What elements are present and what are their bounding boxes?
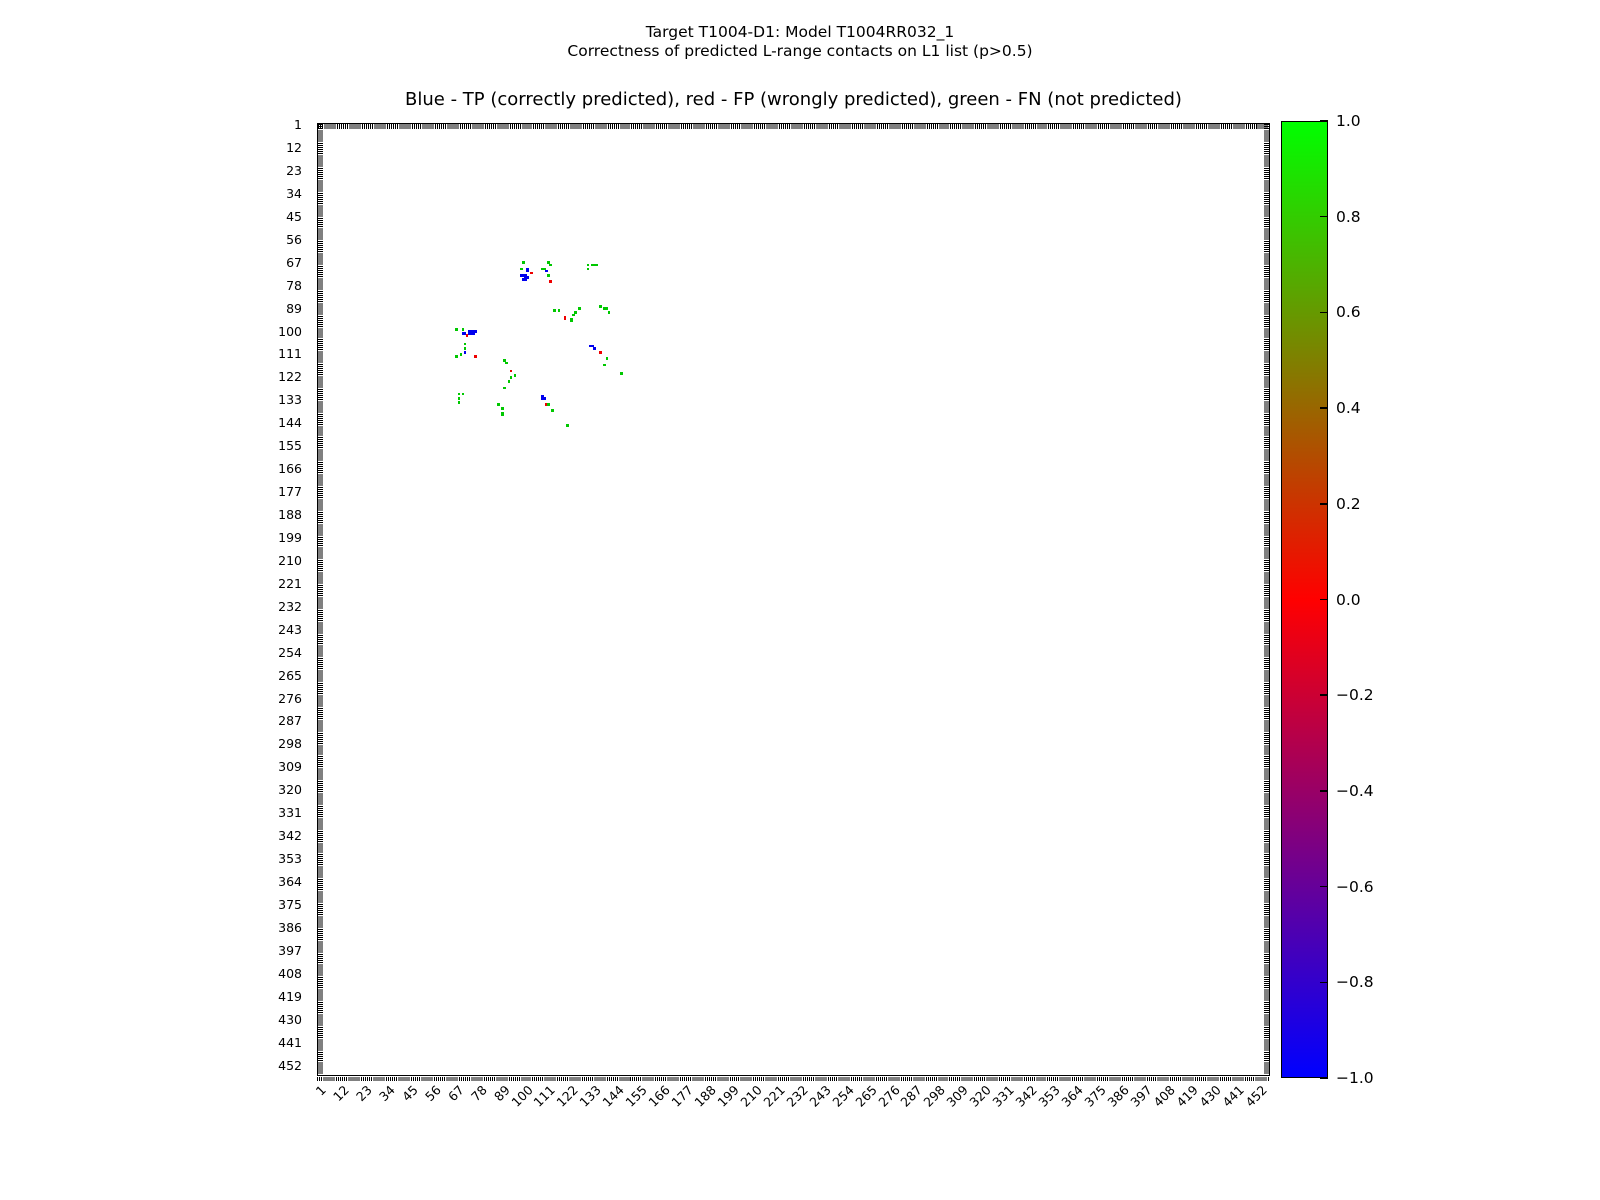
scatter-point-fn bbox=[578, 307, 581, 310]
colorbar-tick bbox=[1320, 886, 1328, 888]
colorbar-tick bbox=[1320, 407, 1328, 409]
scatter-point-fn bbox=[620, 372, 623, 375]
colorbar-tick bbox=[1320, 120, 1328, 122]
scatter-point-fn bbox=[501, 407, 504, 410]
scatter-point-fn bbox=[505, 362, 508, 365]
scatter-point-fp bbox=[564, 318, 567, 321]
minor-ticks-top bbox=[318, 124, 1269, 129]
colorbar-tick-label: 0.2 bbox=[1336, 494, 1361, 513]
scatter-point-fn bbox=[587, 264, 590, 267]
y-tick-label: 23 bbox=[286, 162, 302, 178]
x-tick-label: 23 bbox=[352, 1082, 375, 1105]
colorbar-tick-label: −0.6 bbox=[1336, 877, 1374, 896]
colorbar-tick bbox=[1320, 1077, 1328, 1079]
y-tick-label: 342 bbox=[278, 828, 302, 844]
scatter-point-fn bbox=[464, 347, 467, 350]
y-tick-label: 177 bbox=[278, 484, 302, 500]
y-tick-label: 309 bbox=[278, 759, 302, 775]
x-tick-label: 210 bbox=[737, 1082, 765, 1110]
y-tick-label: 155 bbox=[278, 438, 302, 454]
y-tick-label: 430 bbox=[278, 1011, 302, 1027]
x-tick-label: 111 bbox=[530, 1082, 559, 1110]
y-tick-label: 408 bbox=[278, 965, 302, 981]
x-tick-label: 78 bbox=[467, 1082, 490, 1105]
y-tick-label: 111 bbox=[278, 346, 302, 362]
x-tick-label: 34 bbox=[375, 1082, 398, 1105]
scatter-point-fn bbox=[587, 268, 590, 271]
colorbar-tick-label: 1.0 bbox=[1336, 112, 1361, 130]
x-tick-label: 144 bbox=[599, 1082, 628, 1110]
scatter-point-fn bbox=[455, 355, 458, 358]
x-tick-label: 100 bbox=[507, 1082, 536, 1110]
x-tick-label: 199 bbox=[714, 1082, 742, 1110]
colorbar-tick bbox=[1320, 503, 1328, 505]
y-tick-label: 265 bbox=[278, 667, 302, 683]
colorbar-tick-label: −0.4 bbox=[1336, 781, 1374, 800]
scatter-point-fn bbox=[572, 314, 575, 317]
x-tick-label: 419 bbox=[1173, 1082, 1201, 1110]
scatter-point-fn bbox=[510, 376, 513, 379]
scatter-point-fn bbox=[547, 403, 550, 406]
scatter-point-fn bbox=[458, 393, 461, 396]
colorbar-tick bbox=[1320, 790, 1328, 792]
x-tick-label: 320 bbox=[966, 1082, 995, 1110]
scatter-point-fn bbox=[462, 393, 465, 396]
contact-map-plot-area bbox=[317, 123, 1270, 1076]
y-tick-label: 243 bbox=[278, 621, 302, 637]
x-tick-label: 133 bbox=[576, 1082, 605, 1110]
y-tick-label: 298 bbox=[278, 736, 302, 752]
scatter-point-fn bbox=[514, 374, 517, 377]
x-tick-label: 430 bbox=[1196, 1082, 1224, 1110]
x-tick-label: 309 bbox=[943, 1082, 972, 1110]
x-tick-label: 243 bbox=[806, 1082, 834, 1110]
x-tick-label: 166 bbox=[645, 1082, 674, 1110]
y-tick-label: 199 bbox=[278, 529, 302, 545]
x-tick-label: 1 bbox=[312, 1082, 329, 1099]
figure-title-line2: Correctness of predicted L-range contacts on L1 list (p>0.5) bbox=[567, 42, 1033, 60]
x-tick-label: 364 bbox=[1058, 1082, 1086, 1110]
scatter-point-fn bbox=[455, 328, 458, 331]
x-tick-label: 56 bbox=[421, 1082, 444, 1105]
x-tick-label: 221 bbox=[760, 1082, 788, 1110]
scatter-point-fn bbox=[464, 343, 467, 346]
colorbar-tick-label: 0.4 bbox=[1336, 399, 1361, 418]
y-tick-label: 386 bbox=[278, 919, 302, 935]
y-tick-label: 452 bbox=[278, 1057, 302, 1073]
colorbar-tick bbox=[1320, 216, 1328, 218]
y-tick-label: 419 bbox=[278, 988, 302, 1004]
x-tick-label: 67 bbox=[444, 1082, 467, 1105]
scatter-point-fp bbox=[530, 272, 533, 275]
colorbar-tick-label: 0.8 bbox=[1336, 207, 1361, 226]
x-tick-label: 177 bbox=[668, 1082, 696, 1110]
minor-ticks-bottom bbox=[317, 1077, 1270, 1081]
scatter-point-fp bbox=[474, 355, 477, 358]
y-tick-label: 100 bbox=[278, 323, 302, 339]
x-tick-label: 12 bbox=[330, 1082, 352, 1105]
y-tick-label: 331 bbox=[278, 805, 302, 821]
y-tick-label: 89 bbox=[286, 300, 302, 316]
scatter-point-fn bbox=[522, 261, 525, 264]
y-tick-label: 254 bbox=[278, 644, 302, 660]
y-tick-label: 364 bbox=[278, 874, 302, 890]
colorbar-tick bbox=[1320, 312, 1328, 314]
colorbar-tick-label: −0.8 bbox=[1336, 973, 1374, 992]
x-tick-label: 441 bbox=[1219, 1082, 1247, 1110]
minor-ticks-right bbox=[1264, 124, 1269, 1075]
y-tick-label: 320 bbox=[278, 782, 302, 798]
scatter-point-fn bbox=[603, 364, 606, 367]
x-tick-label: 397 bbox=[1127, 1082, 1155, 1110]
scatter-point-fn bbox=[503, 387, 506, 390]
scatter-point-fn bbox=[501, 414, 504, 417]
y-tick-label: 232 bbox=[278, 598, 302, 614]
scatter-point-fn bbox=[553, 309, 556, 312]
x-tick-label: 45 bbox=[398, 1082, 421, 1105]
x-tick-label: 386 bbox=[1104, 1082, 1132, 1110]
scatter-point-fn bbox=[551, 409, 554, 412]
x-tick-label: 342 bbox=[1012, 1082, 1041, 1110]
scatter-point-fn bbox=[508, 380, 511, 383]
scatter-point-fn bbox=[460, 353, 463, 356]
scatter-point-tp bbox=[464, 351, 467, 354]
x-tick-label: 353 bbox=[1035, 1082, 1064, 1110]
figure-title-line1: Target T1004-D1: Model T1004RR032_1 bbox=[645, 23, 955, 41]
y-tick-label: 78 bbox=[286, 277, 302, 293]
scatter-point-tp bbox=[526, 270, 529, 273]
y-tick-label: 12 bbox=[286, 140, 302, 156]
x-tick-label: 287 bbox=[897, 1082, 926, 1110]
scatter-point-tp bbox=[543, 397, 546, 400]
scatter-point-fn bbox=[608, 311, 611, 314]
colorbar-tick-label: 0.0 bbox=[1336, 590, 1361, 609]
scatter-point-fn bbox=[606, 357, 609, 360]
x-tick-label: 188 bbox=[691, 1082, 719, 1110]
colorbar-tick-label: −1.0 bbox=[1336, 1069, 1374, 1087]
scatter-point-fn bbox=[547, 274, 550, 277]
x-tick-label: 89 bbox=[490, 1082, 513, 1105]
x-tick-label: 265 bbox=[852, 1082, 880, 1110]
scatter-point-fn bbox=[558, 309, 561, 312]
axes-title-legend: Blue - TP (correctly predicted), red - FP (wrongly predicted), green - FN (not predicted) bbox=[405, 89, 1182, 110]
scatter-point-fp bbox=[599, 351, 602, 354]
scatter-point-tp bbox=[593, 347, 596, 350]
scatter-point-fn bbox=[566, 424, 569, 427]
scatter-point-fn bbox=[549, 264, 552, 267]
colorbar-tick-label: −0.2 bbox=[1336, 686, 1374, 705]
scatter-point-fn bbox=[595, 264, 598, 267]
y-tick-label: 375 bbox=[278, 897, 302, 912]
scatter-point-fn bbox=[520, 268, 523, 271]
y-tick-label: 287 bbox=[278, 713, 302, 729]
y-tick-label: 56 bbox=[286, 231, 302, 247]
x-tick-label: 408 bbox=[1150, 1082, 1178, 1110]
y-tick-label: 166 bbox=[278, 461, 302, 477]
scatter-point-fn bbox=[543, 268, 546, 271]
x-tick-label: 155 bbox=[622, 1082, 651, 1110]
scatter-point-fn bbox=[570, 320, 573, 323]
scatter-point-fn bbox=[497, 403, 500, 406]
x-tick-label: 254 bbox=[829, 1082, 857, 1110]
scatter-point-fp bbox=[510, 370, 513, 373]
scatter-point-fn bbox=[606, 307, 609, 310]
colorbar-tick bbox=[1320, 694, 1328, 696]
colorbar-tick-label: 0.6 bbox=[1336, 303, 1361, 322]
x-tick-label: 232 bbox=[783, 1082, 811, 1110]
y-tick-label: 210 bbox=[278, 552, 302, 568]
x-tick-label: 276 bbox=[874, 1082, 903, 1110]
minor-ticks-left bbox=[318, 124, 323, 1075]
y-tick-label: 441 bbox=[278, 1034, 302, 1050]
y-tick-label: 397 bbox=[278, 942, 302, 958]
y-tick-label: 34 bbox=[286, 185, 302, 201]
scatter-point-tp bbox=[472, 332, 475, 335]
x-tick-label: 298 bbox=[920, 1082, 949, 1110]
y-tick-label: 1 bbox=[294, 117, 302, 133]
colorbar-tick bbox=[1320, 982, 1328, 984]
y-tick-label: 67 bbox=[286, 254, 302, 270]
scatter-point-fn bbox=[462, 328, 465, 331]
y-tick-label: 133 bbox=[278, 392, 302, 408]
colorbar-tick bbox=[1320, 599, 1328, 601]
x-tick-label: 331 bbox=[989, 1082, 1018, 1110]
scatter-point-fn bbox=[458, 401, 461, 404]
scatter-point-fn bbox=[599, 305, 602, 308]
scatter-point-fn bbox=[458, 397, 461, 400]
y-tick-label: 188 bbox=[278, 507, 302, 523]
y-tick-label: 353 bbox=[278, 851, 302, 867]
y-tick-label: 276 bbox=[278, 690, 302, 706]
scatter-point-fp bbox=[549, 280, 552, 283]
y-tick-label: 221 bbox=[278, 575, 302, 591]
y-tick-label: 122 bbox=[278, 369, 302, 385]
y-tick-label: 45 bbox=[286, 208, 302, 224]
x-tick-label: 452 bbox=[1241, 1082, 1270, 1110]
scatter-point-fp bbox=[466, 334, 469, 337]
x-tick-label: 375 bbox=[1081, 1082, 1109, 1110]
x-tick-label: 122 bbox=[553, 1082, 582, 1110]
y-tick-label: 144 bbox=[278, 415, 302, 431]
scatter-point-tp bbox=[524, 278, 527, 281]
